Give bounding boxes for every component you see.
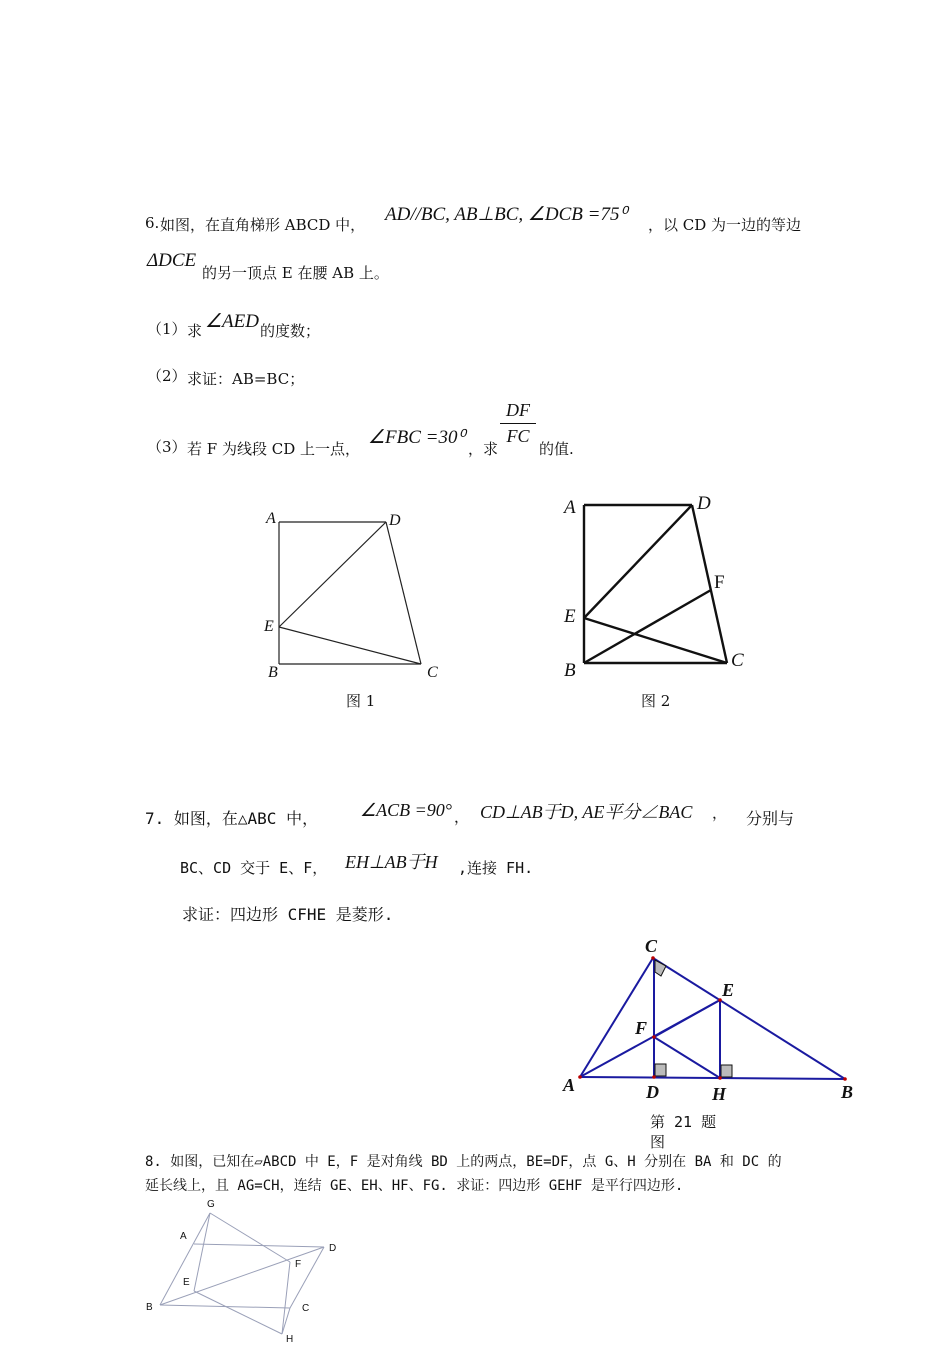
q6-line2-math: ΔDCE — [147, 250, 197, 271]
q6-fraction-denominator: FC — [506, 426, 530, 446]
q7-label-f: F — [635, 1018, 648, 1038]
fig2-caption: 图 2 — [641, 692, 671, 710]
q6-part1-text-end: 的度数； — [260, 322, 321, 340]
q6-part3-math: ∠FBC =30⁰ — [368, 427, 466, 448]
q7-caption-line2: 图 — [650, 1133, 666, 1151]
q7-line1-text: 7. 如图，在△ABC 中， — [145, 809, 319, 828]
fig1-caption: 图 1 — [346, 692, 376, 710]
q6-part3-text: 若 F 为线段 CD 上一点， — [187, 440, 360, 458]
fig2-label-c: C — [731, 650, 744, 671]
q6-part2-number: （2） — [147, 367, 187, 385]
q6-part1-math: ∠AED — [205, 311, 259, 332]
q7-line1-sep: ， — [454, 808, 470, 826]
q7-line2-text-end: ,连接 FH. — [458, 859, 534, 877]
q6-line2-text: 的另一顶点 E 在腰 AB 上。 — [202, 264, 389, 282]
q7-line1-math1: ∠ACB =90° — [360, 800, 452, 820]
fig2-label-a: A — [564, 497, 576, 518]
q7-line1-text-end: 分别与 — [746, 809, 795, 828]
fig1-label-b: B — [268, 664, 278, 681]
fig2-label-d: D — [697, 493, 711, 514]
q6-part1-text: 求 — [187, 322, 203, 340]
q8-label-e: E — [183, 1277, 190, 1288]
q8-line1: 8. 如图，已知在▱ABCD 中 E，F 是对角线 BD 上的两点，BE=DF，点 G、H 分别在 BA 和 DC 的 — [145, 1154, 782, 1170]
q6-line1-text-end: ，以 CD 为一边的等边 — [648, 216, 802, 234]
fig2-label-e: E — [564, 606, 576, 627]
fig2-label-b: B — [564, 660, 576, 681]
q7-caption-line1: 第 21 题 — [650, 1113, 717, 1131]
q7-line2-math: EH⊥AB于H — [345, 852, 438, 872]
fig1-label-e: E — [264, 618, 274, 635]
q8-label-b: B — [146, 1302, 153, 1313]
q7-line3-text: 求证：四边形 CFHE 是菱形. — [182, 905, 394, 924]
q7-label-b: B — [841, 1082, 854, 1102]
q8-label-h: H — [286, 1334, 294, 1345]
q7-label-c: C — [645, 936, 658, 956]
q7-label-d: D — [646, 1082, 659, 1102]
q8-label-c: C — [302, 1303, 310, 1314]
q8-label-a: A — [180, 1231, 187, 1242]
q6-fraction — [500, 400, 536, 447]
q6-fraction-bar — [500, 423, 536, 424]
q6-part1-number: （1） — [147, 320, 187, 338]
q8-line2: 延长线上，且 AG=CH，连结 GE、EH、HF、FG. 求证：四边形 GEHF 是平行四边形. — [145, 1178, 684, 1194]
q6-fraction-numerator: DF — [506, 400, 530, 420]
q6-part3-text-end: 的值. — [539, 440, 574, 458]
q7-line1-comma: ， — [712, 804, 728, 822]
q8-label-f: F — [295, 1259, 302, 1270]
q8-label-d: D — [329, 1243, 337, 1254]
q6-part3-number: （3） — [147, 438, 187, 456]
q8-label-g: G — [207, 1199, 215, 1210]
q7-label-a: A — [563, 1075, 576, 1095]
fig2-label-f: F — [714, 572, 725, 593]
q7-label-h: H — [712, 1084, 727, 1104]
q6-part3-text-mid: ，求 — [468, 440, 499, 458]
q6-number: 6. — [145, 214, 160, 232]
fig1-label-d: D — [389, 512, 401, 529]
q6-line1-math: AD//BC, AB⊥BC, ∠DCB =75⁰ — [385, 204, 628, 225]
q6-line1-text: 如图，在直角梯形 ABCD 中， — [160, 216, 366, 234]
q6-part2-text: 求证：AB=BC； — [187, 370, 305, 388]
fig1-label-c: C — [427, 664, 438, 681]
q7-line1-math2: CD⊥AB于D, AE平分∠BAC — [480, 802, 693, 822]
q7-line2-text: BC、CD 交于 E、F， — [180, 859, 328, 877]
q7-label-e: E — [722, 980, 735, 1000]
fig1-label-a: A — [266, 510, 276, 527]
